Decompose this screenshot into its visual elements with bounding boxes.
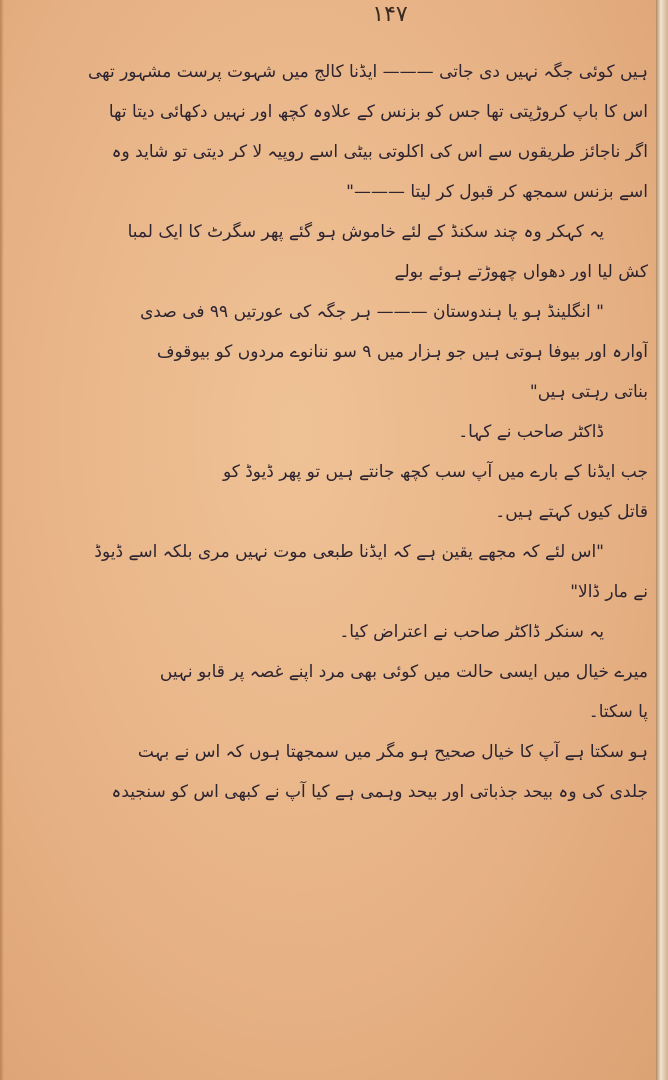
text-line-2: اس کا باپ کروڑپتی تھا جس کو بزنس کے علاوہ کچھ اور نہیں دکھائی دیتا تھا — [108, 102, 648, 122]
text-line-5: یہ کہکر وہ چند سکنڈ کے لئے خاموش ہو گئے پھر سگرٹ کا ایک لمبا — [127, 222, 604, 242]
page-number: ۱۴۷ — [372, 2, 408, 27]
text-line-16: میرے خیال میں ایسی حالت میں کوئی بھی مرد اپنے غصہ پر قابو نہیں — [159, 662, 648, 682]
text-line-19: جلدی کی وہ بیحد جذباتی اور بیحد وہمی ہے کیا آپ نے کبھی اس کو سنجیدہ — [111, 782, 648, 802]
text-line-1: ہیں کوئی جگہ نہیں دی جاتی ——— ایڈنا کالج میں شہوت پرست مشہور تھی — [87, 62, 648, 82]
text-line-3: اگر ناجائز طریقوں سے اس کی اکلوتی بیٹی اسے روپیہ لا کر دیتی تو شاید وہ — [111, 142, 648, 162]
text-line-13: "اس لئے کہ مجھے یقین ہے کہ ایڈنا طبعی موت نہیں مری بلکہ اسے ڈیوڈ — [94, 542, 604, 562]
text-line-18: ہو سکتا ہے آپ کا خیال صحیح ہو مگر میں سمجھتا ہوں کہ اس نے بہت — [137, 742, 648, 762]
text-line-17: پا سکتا۔ — [588, 702, 648, 722]
page-gutter-shadow — [0, 0, 4, 1080]
text-line-11: جب ایڈنا کے بارے میں آپ سب کچھ جانتے ہیں تو پھر ڈیوڈ کو — [222, 462, 648, 482]
text-line-14: نے مار ڈالا" — [570, 582, 648, 602]
text-line-12: قاتل کیوں کہتے ہیں۔ — [495, 502, 648, 522]
text-line-10: ڈاکٹر صاحب نے کہا۔ — [458, 422, 604, 442]
text-line-9: بناتی رہتی ہیں" — [529, 382, 648, 402]
text-line-6: کش لیا اور دھواں چھوڑتے ہوئے بولے — [394, 262, 648, 282]
text-line-15: یہ سنکر ڈاکٹر صاحب نے اعتراض کیا۔ — [339, 622, 604, 642]
text-line-7: " انگلینڈ ہو یا ہندوستان ——— ہر جگہ کی عورتیں ۹۹ فی صدی — [140, 302, 604, 322]
page-body-text — [78, 52, 648, 812]
text-line-8: آوارہ اور بیوفا ہوتی ہیں جو ہزار میں ۹ سو ننانوے مردوں کو بیوقوف — [156, 342, 648, 362]
text-line-4: اسے بزنس سمجھ کر قبول کر لیتا ———" — [346, 182, 648, 202]
page-edge — [656, 0, 668, 1080]
